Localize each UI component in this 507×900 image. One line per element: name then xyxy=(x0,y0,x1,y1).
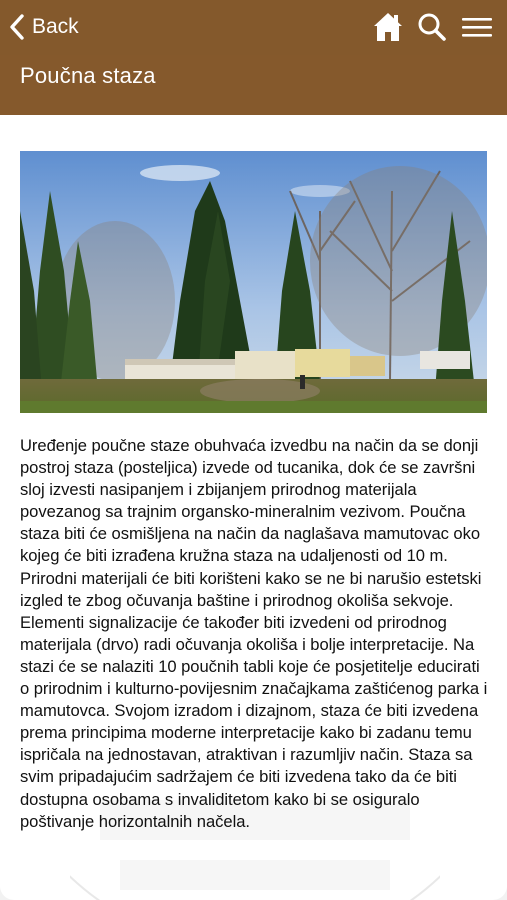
content-card xyxy=(0,115,507,900)
park-photo xyxy=(20,151,487,413)
search-button[interactable] xyxy=(417,11,447,43)
page-title: Poučna staza xyxy=(20,63,156,88)
home-button[interactable] xyxy=(373,11,403,43)
menu-icon xyxy=(461,11,493,43)
back-button[interactable] xyxy=(8,12,79,42)
page-title-bar xyxy=(0,55,507,115)
menu-button[interactable] xyxy=(461,11,493,43)
home-icon xyxy=(373,11,403,43)
back-label: Back xyxy=(32,15,79,38)
search-icon xyxy=(417,11,447,43)
article-body-text: Uređenje poučne staze obuhvaća izvedbu na način da se donji postroj staza (posteljica) izvede od tucanika, dok će se završni sloj izvesti nasipanjem i zbijanjem prirodnog materijala povezanog sa trajnim organsko-mineralnim vezivom. Poučna staza biti će osmišljena na način da naglašava mamutovac oko kojeg će biti izrađena kružna staza na udaljenosti od 10 m. Prirodni materijali će biti korišteni kako se ne bi narušio estetski izgled te zbog očuvanja baštine i prirodnog okoliša sekvoje. Elementi signalizacije će također biti izvedeni od prirodnog materijala (drvo) radi očuvanja okoliša i bolje interpretacije. Na stazi će se nalaziti 10 poučnih tabli koje će posjetitelje educirati o prirodnim i kulturno-povijesnim značajkama zaštićenog parka i mamutovca. Svojom izradom i dizajnom, staza će biti izvedena prema principima moderne interpretacije kako bi zadanu temu ispričala na jednostavan, atraktivan i razumljiv način. Staza sa svim pripadajućim sadržajem će biti izvedena tako da će biti dostupna osobama s invaliditetom kako bi se osiguralo poštivanje horizontalnih načela. xyxy=(20,436,488,831)
chevron-left-icon xyxy=(8,14,26,40)
park-photo-illustration xyxy=(20,151,487,413)
top-navigation-bar xyxy=(0,0,507,55)
